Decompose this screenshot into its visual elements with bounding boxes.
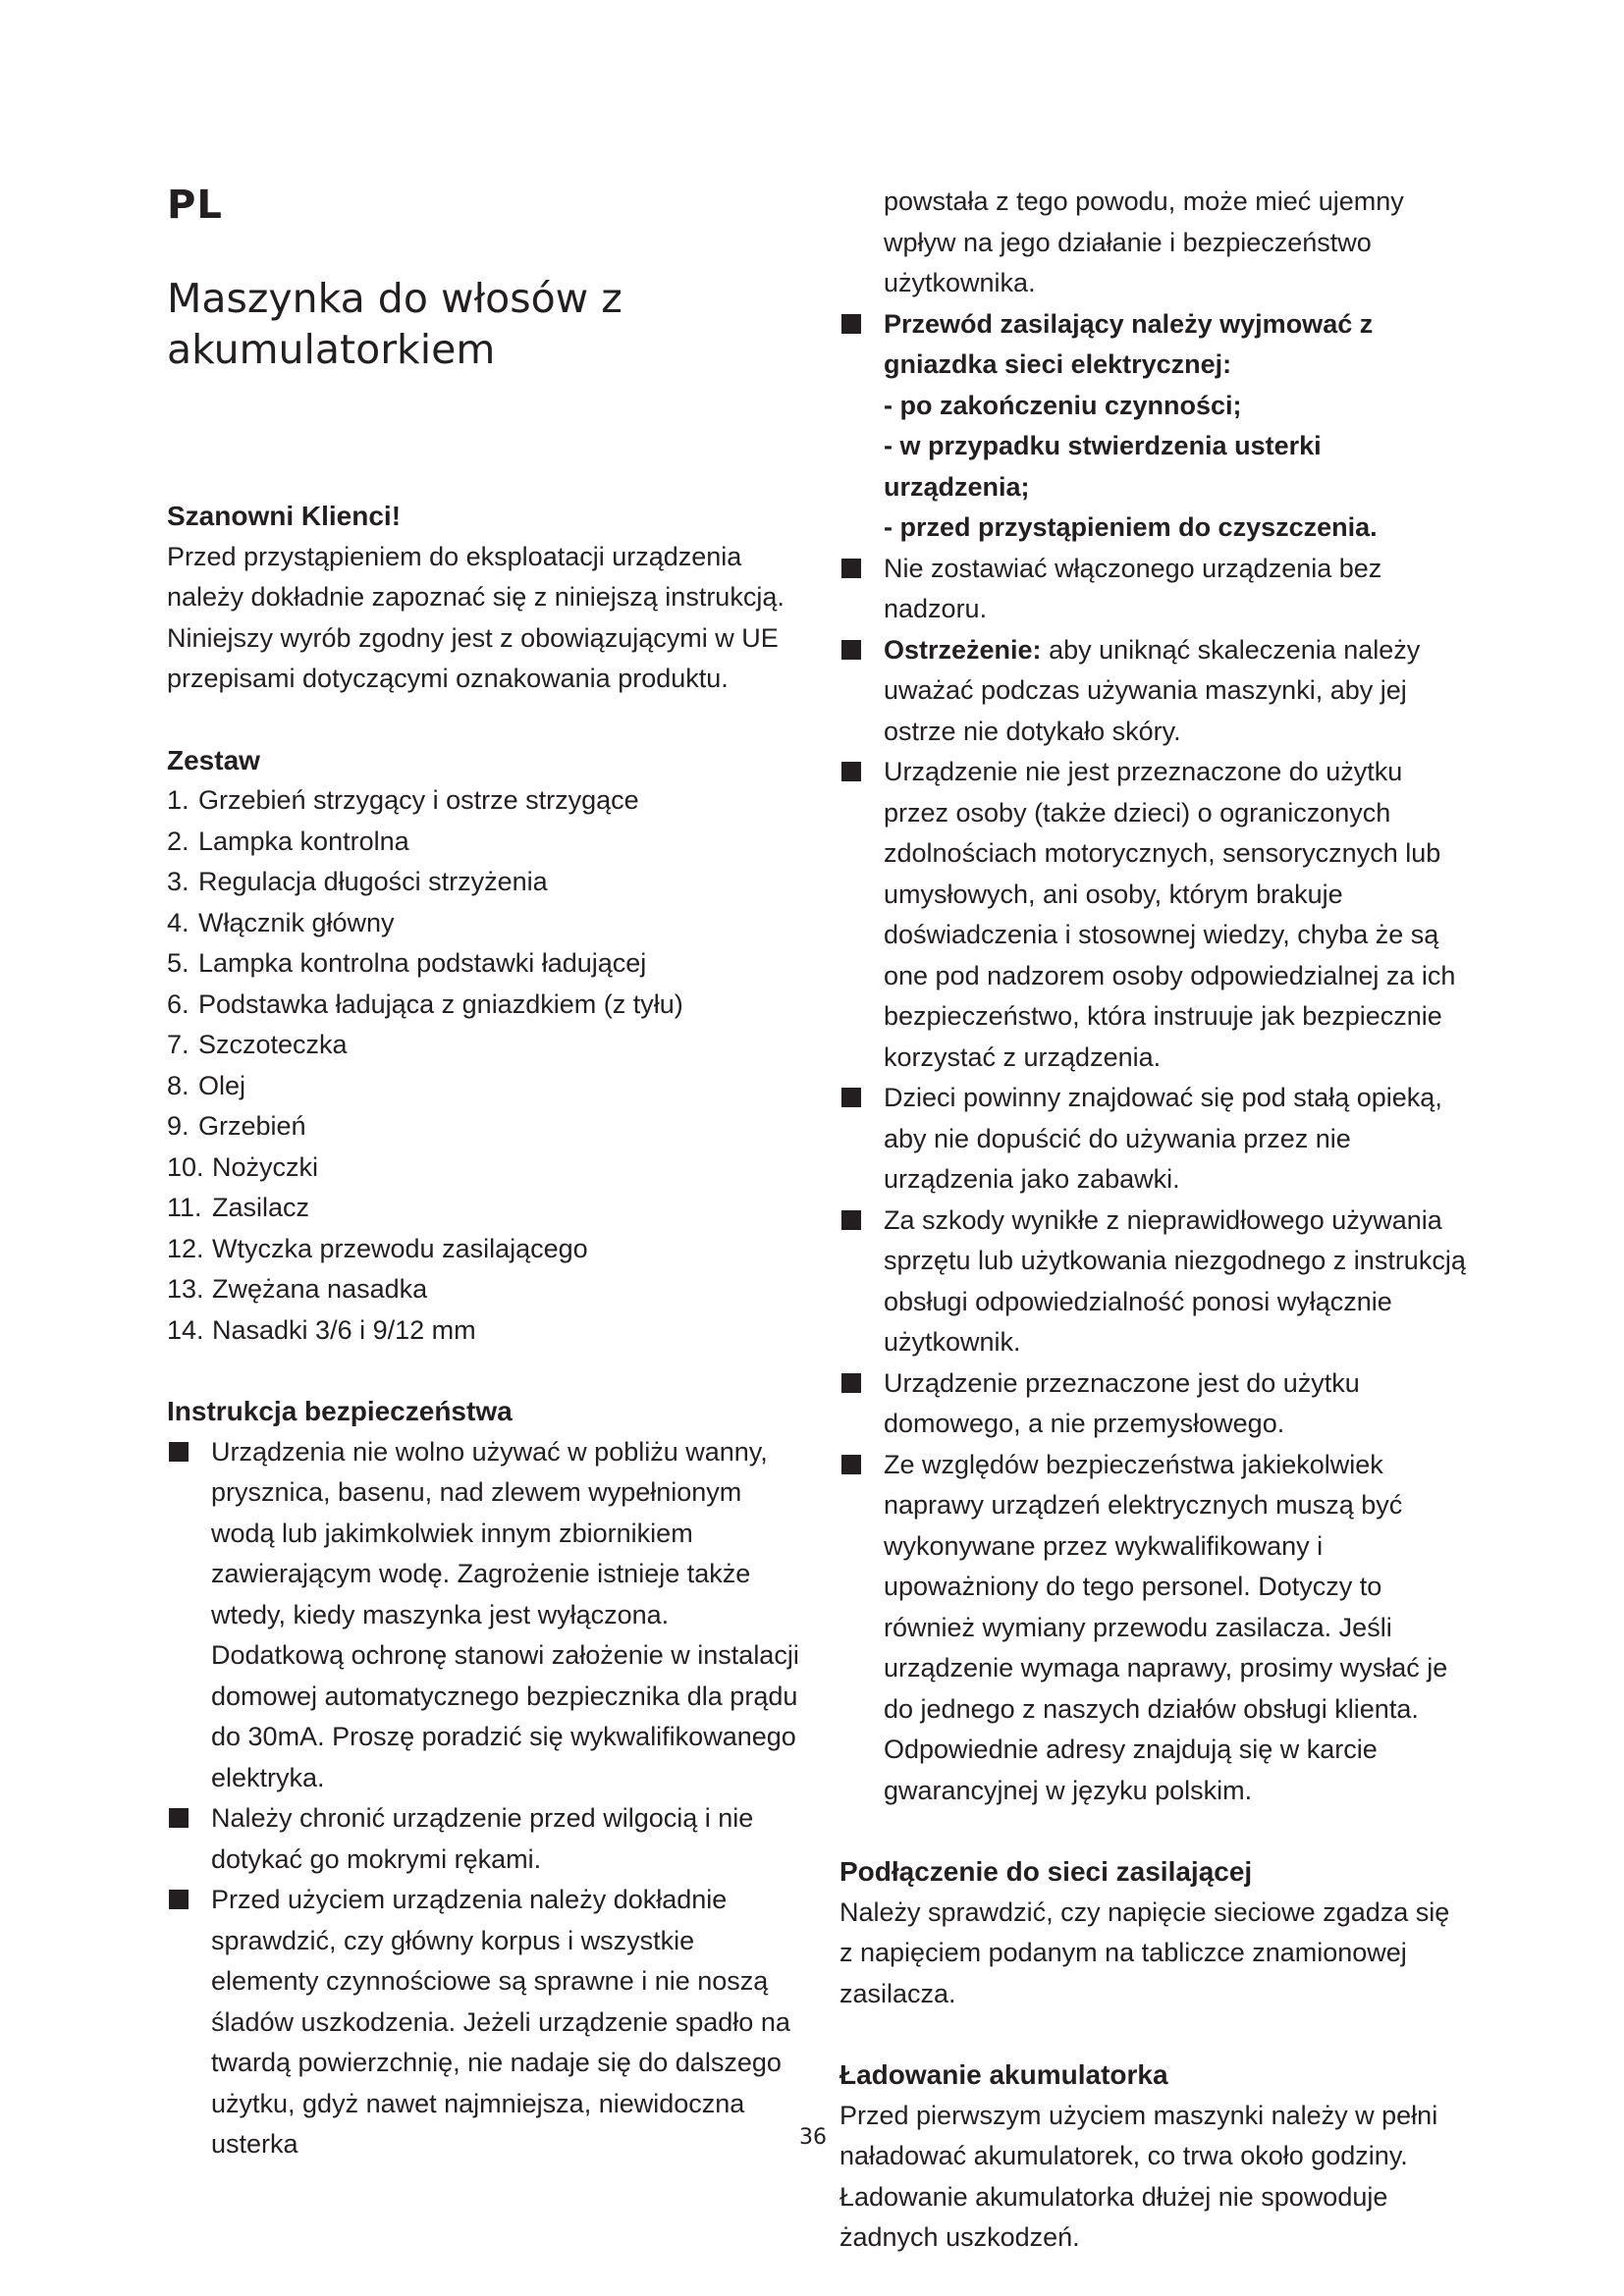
item-label: Grzebień strzygący i ostrze strzygące: [198, 785, 639, 815]
bullet-text: aby uniknąć skaleczenia należy uważać podczas używania maszynki, aby jej ostrze nie dotykało skóry.: [884, 634, 1421, 746]
item-number: 10.: [167, 1151, 204, 1182]
item-label: Zasilacz: [212, 1193, 310, 1222]
item-label: Lampka kontrolna: [198, 826, 409, 856]
list-item: [167, 985, 805, 1026]
warning-label: Ostrzeżenie:: [884, 634, 1042, 665]
zestaw-list: [167, 780, 805, 1351]
item-number: 3.: [167, 867, 189, 896]
bullet-text: Należy chronić urządzenie przed wilgocią i nie dotykać go mokrymi rękami.: [211, 1803, 754, 1874]
item-number: 12.: [167, 1233, 204, 1263]
safety-list-right: [839, 182, 1468, 1811]
bullet-square-icon: [169, 1890, 189, 1909]
item-number: 4.: [167, 907, 189, 937]
list-item: [839, 630, 1468, 753]
item-number: 14.: [167, 1314, 204, 1345]
left-column: [167, 496, 805, 2165]
bullet-text: Urządzenie nie jest przeznaczone do użytku przez osoby (także dzieci) o ograniczonych zdolnościach motorycznych, sensorycznych lub umysłowych, ani osoby, którym brakuje doświadczenia i stosownej wiedzy, chyba że są one pod nadzorem osoby odpowiedzialnej za ich bezpieczeństwo, która instruuje jak bezpiecznie korzystać z urządzenia.: [884, 757, 1456, 1072]
bullet-text: Ze względów bezpieczeństwa jakiekolwiek naprawy urządzeń elektrycznych muszą być wykonywane przez wykwalifikowany i upoważniony do tego personel. Dotyczy to również wymiany przewodu zasilacza. Jeśli urządzenie wymaga naprawy, prosimy wysłać je do jednego z naszych działów obsługi klienta. Odpowiednie adresy znajdują się w karcie gwarancyjnej w języku polskim.: [884, 1449, 1448, 1805]
list-item: [167, 1880, 805, 2165]
bullet-text: Przed użyciem urządzenia należy dokładnie sprawdzić, czy główny korpus i wszystkie elementy czynnościowe są sprawne i nie noszą śladów uszkodzenia. Jeżeli urządzenie spadło na twardą powierzchnię, nie nadaje się do dalszego użytku, gdyż nawet najmniejsza, niewidoczna usterka: [211, 1885, 790, 2159]
bullet-square-icon: [841, 314, 861, 334]
list-item: [167, 1106, 805, 1148]
list-item: [167, 1269, 805, 1310]
sub-item: - przed przystąpieniem do czyszczenia.: [884, 512, 1378, 542]
bullet-text: Urządzenie przeznaczone jest do użytku domowego, a nie przemysłowego.: [884, 1367, 1360, 1438]
list-item: [839, 1445, 1468, 1812]
list-item: [167, 1066, 805, 1107]
item-label: Podstawka ładująca z gniazdkiem (z tyłu): [198, 988, 683, 1019]
charging-heading: Ładowanie akumulatorka: [839, 2059, 1168, 2090]
list-item: [167, 1310, 805, 1352]
bullet-square-icon: [841, 1088, 861, 1107]
list-item: [167, 903, 805, 944]
bullet-continuation: powstała z tego powodu, może mieć ujemny wpływ na jego działanie i bezpieczeństwo użytkownika.: [884, 187, 1404, 297]
list-item: [167, 862, 805, 903]
sub-item: - po zakończeniu czynności;: [884, 390, 1242, 420]
list-item: [839, 1078, 1468, 1201]
list-item: [167, 1025, 805, 1066]
list-item: [167, 1148, 805, 1189]
item-label: Grzebień: [198, 1111, 306, 1141]
power-heading: Podłączenie do sieci zasilającej: [839, 1856, 1253, 1887]
list-item: [167, 943, 805, 985]
item-number: 11.: [167, 1193, 202, 1222]
bullet-text: Dzieci powinny znajdować się pod stałą opieką, aby nie dopuścić do używania przez nie urządzenia jako zabawki.: [884, 1083, 1442, 1194]
item-number: 7.: [167, 1030, 189, 1059]
list-item: [839, 752, 1468, 1078]
item-label: Włącznik główny: [198, 907, 395, 937]
list-item: [167, 1432, 805, 1799]
language-code: PL: [167, 183, 223, 228]
zestaw-heading: Zestaw: [167, 744, 260, 775]
item-label: Szczoteczka: [198, 1030, 348, 1059]
right-column: [839, 182, 1468, 2259]
list-item: [839, 549, 1468, 630]
item-number: 5.: [167, 948, 189, 978]
item-number: 9.: [167, 1111, 189, 1141]
bullet-text: Urządzenia nie wolno używać w pobliżu wanny, prysznica, basenu, nad zlewem wypełnionym wodą lub jakimkolwiek innym zbiornikiem zawierającym wodę. Zagrożenie istnieje także wtedy, kiedy maszynka jest wyłączona. Dodatkową ochronę stanowi założenie w instalacji domowej automatycznego bezpiecznika dla prądu do 30mA. Proszę poradzić się wykwalifikowanego elektryka.: [211, 1436, 799, 1792]
bullet-text: Za szkody wynikłe z nieprawidłowego używania sprzętu lub użytkowania niezgodnego z instrukcją obsługi odpowiedzialność ponosi wyłącznie użytkownik.: [884, 1204, 1466, 1357]
bullet-square-icon: [841, 762, 861, 781]
list-item: [167, 1188, 805, 1229]
item-number: 13.: [167, 1274, 204, 1304]
bullet-square-icon: [841, 1210, 861, 1230]
bullet-square-icon: [841, 1373, 861, 1393]
item-label: Olej: [198, 1070, 246, 1100]
intro-paragraph: Przed przystąpieniem do eksploatacji urządzenia należy dokładnie zapoznać się z niniejszą instrukcją. Niniejszy wyrób zgodny jest z obowiązującymi w UE przepisami dotyczącymi oznakowania produktu.: [167, 541, 785, 693]
bullet-square-icon: [841, 640, 861, 660]
list-item: [167, 822, 805, 863]
item-label: Regulacja długości strzyżenia: [198, 867, 548, 896]
safety-heading: Instrukcja bezpieczeństwa: [167, 1396, 513, 1426]
charging-paragraph: Przed pierwszym użyciem maszynki należy w pełni naładować akumulatorek, co trwa około godziny. Ładowanie akumulatorka dłużej nie spowoduje żadnych uszkodzeń.: [839, 2100, 1438, 2252]
item-label: Nożyczki: [212, 1151, 319, 1182]
bullet-square-icon: [841, 559, 861, 578]
safety-list-left: [167, 1432, 805, 2165]
item-label: Wtyczka przewodu zasilającego: [212, 1233, 588, 1263]
item-number: 8.: [167, 1070, 189, 1100]
list-item: [167, 780, 805, 822]
power-paragraph: Należy sprawdzić, czy napięcie sieciowe zgadza się z napięciem podanym na tabliczce znamionowej zasilacza.: [839, 1896, 1450, 2008]
item-number: 1.: [167, 785, 189, 815]
list-item: [167, 1229, 805, 1270]
item-label: Zwężana nasadka: [212, 1274, 428, 1304]
item-label: Nasadki 3/6 i 9/12 mm: [212, 1314, 476, 1345]
item-number: 2.: [167, 826, 189, 856]
list-item: [839, 1201, 1468, 1363]
page-title: Maszynka do włosów z akumulatorkiem: [167, 275, 623, 373]
bullet-text: Przewód zasilający należy wyjmować z gniazdka sieci elektrycznej:: [884, 308, 1374, 379]
bullet-square-icon: [841, 1455, 861, 1474]
page-number: 36: [799, 2125, 827, 2150]
list-item: [839, 304, 1468, 386]
intro-heading: Szanowni Klienci!: [167, 501, 402, 531]
list-item: [839, 1363, 1468, 1445]
bullet-square-icon: [169, 1442, 189, 1462]
bullet-square-icon: [169, 1808, 189, 1828]
bullet-text: Nie zostawiać włączonego urządzenia bez nadzoru.: [884, 553, 1382, 623]
sub-item: - w przypadku stwierdzenia usterki urządzenia;: [884, 431, 1322, 502]
item-number: 6.: [167, 988, 189, 1019]
list-item: [167, 1798, 805, 1880]
item-label: Lampka kontrolna podstawki ładującej: [198, 948, 647, 978]
